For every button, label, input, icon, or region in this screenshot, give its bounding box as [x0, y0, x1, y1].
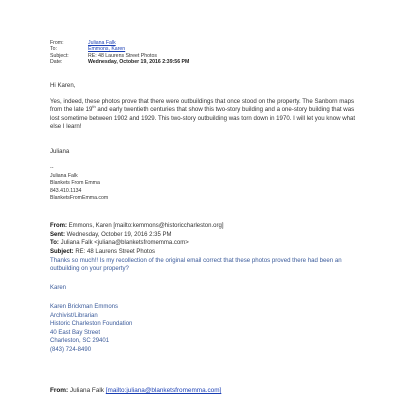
contact-city: Charleston, SC 29401	[50, 338, 110, 344]
header-from-value[interactable]: Juliana Falk	[88, 40, 116, 46]
message-paragraph	[50, 98, 360, 131]
message-para-superscript: th	[92, 104, 96, 110]
contact-street: 40 East Bay Street	[50, 329, 101, 336]
quoted-subject-value: RE: 48 Laurens Street Photos	[75, 248, 156, 255]
header-from-label: From:	[50, 40, 64, 46]
quoted-from-value: Emmons, Karen [mailto:kemmons@historiccharleston.org]	[68, 223, 224, 229]
quoted-sent-label: Sent:	[50, 231, 65, 238]
quoted-subject-row	[50, 248, 224, 257]
email-header	[50, 40, 189, 65]
quoted-sent-row	[50, 231, 224, 240]
quoted-header	[50, 222, 224, 256]
message-para-part-1: Yes, indeed, these photos prove that there were outbuildings that once stood on the property. The Sanborn maps from the late 19	[50, 98, 355, 114]
bottom-from-label: From:	[50, 387, 69, 394]
sig-phone: 843.410.1134	[50, 187, 82, 194]
sig-dashes: --	[50, 165, 54, 171]
quoted-sent-value: Wednesday, October 19, 2016 2:35 PM	[66, 231, 172, 238]
contact-title: Archivist/Librarian	[50, 312, 98, 319]
signature-block	[50, 165, 108, 203]
header-to-label: To:	[50, 46, 57, 53]
quoted-to-label: To:	[50, 240, 59, 246]
bottom-from-link[interactable]: [mailto:juliana@blanketsfromemma.com]	[105, 387, 222, 394]
quoted-subject-label: Subject:	[50, 248, 74, 255]
header-date-value: Wednesday, October 19, 2016 2:39:56 PM	[88, 58, 190, 65]
header-date-label: Date:	[50, 58, 63, 65]
contact-phone: (843) 724-8490	[50, 346, 92, 353]
bottom-from-row	[50, 387, 221, 395]
contact-block	[50, 303, 132, 354]
quoted-to-row	[50, 239, 224, 248]
sig-site[interactable]: BlanketsFromEmma.com	[50, 195, 109, 202]
header-to-value[interactable]: Emmons, Karen	[88, 46, 126, 53]
header-subject-value: RE: 48 Laurens Street Photos	[88, 52, 157, 59]
message-signoff: Juliana	[50, 148, 70, 155]
quoted-signoff: Karen	[50, 285, 67, 291]
quoted-from-label: From:	[50, 223, 67, 229]
greeting: Hi Karen,	[50, 82, 76, 89]
quoted-reply: Thanks so much!! Is my recollection of the original email correct that these photos proved there had been an outbuilding on your property?	[50, 257, 342, 273]
message-para-part-2: and early twentieth centuries that show this two-story building and a one-story building that was lost sometime between 1902 and 1929. This two-story outbuilding was torn down in 1970. I will let you know what else I learn!	[50, 106, 356, 130]
header-subject-label: Subject:	[50, 52, 69, 59]
bottom-from-name: Juliana Falk	[69, 387, 104, 394]
quoted-to-value: Juliana Falk <juliana@blanketsfromemma.com>	[60, 240, 189, 246]
sig-company: Blankets From Emma	[50, 180, 100, 187]
sig-name: Juliana Falk	[50, 172, 78, 179]
contact-org: Historic Charleston Foundation	[50, 321, 133, 327]
header-date-row	[50, 59, 189, 65]
contact-name: Karen Brickman Emmons	[50, 304, 119, 310]
quoted-from-row	[50, 222, 224, 231]
